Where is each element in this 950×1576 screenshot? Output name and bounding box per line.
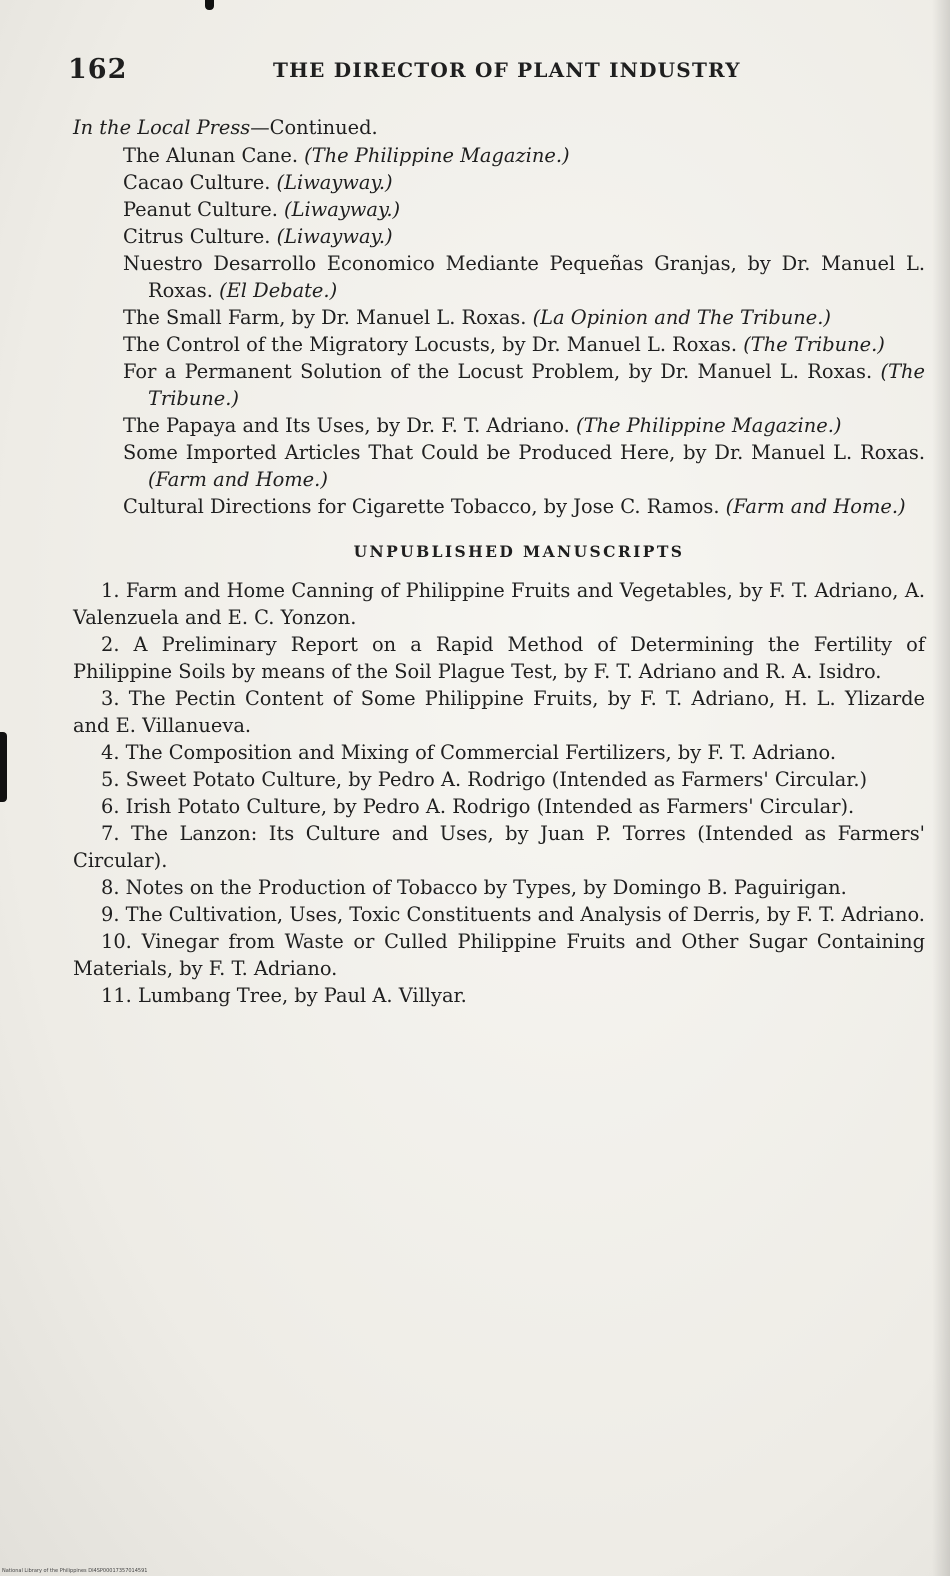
press-item [73, 493, 925, 520]
press-item-title: Peanut Culture. [123, 198, 285, 221]
press-item-source: (Farm and Home.) [148, 468, 328, 491]
press-item-source: (La Opinion and The Tribune.) [532, 306, 831, 329]
press-item-source: (The Tribune.) [148, 360, 925, 410]
press-item-title: The Papaya and Its Uses, by Dr. F. T. Adriano. [123, 414, 576, 437]
unpublished-manuscripts-list [73, 577, 925, 1009]
press-item [73, 250, 925, 304]
press-item-source: (Liwayway.) [276, 225, 393, 248]
press-item-source: (The Philippine Magazine.) [304, 144, 570, 167]
manuscript-item: 9. The Cultivation, Uses, Toxic Constituents and Analysis of Derris, by F. T. Adriano. [101, 903, 925, 926]
press-item-source: (Liwayway.) [276, 171, 393, 194]
press-item-source: (Liwayway.) [284, 198, 401, 221]
manuscript-item: 6. Irish Potato Culture, by Pedro A. Rodrigo (Intended as Farmers' Circular). [101, 795, 855, 818]
press-item [73, 412, 925, 439]
press-item-title: Citrus Culture. [123, 225, 277, 248]
press-item [73, 169, 925, 196]
manuscript-item: 10. Vinegar from Waste or Culled Philippine Fruits and Other Sugar Containing Materials, by F. T. Adriano. [73, 930, 925, 980]
manuscript-item: 7. The Lanzon: Its Culture and Uses, by Juan P. Torres (Intended as Farmers' Circular). [73, 822, 925, 872]
press-item-title: The Control of the Migratory Locusts, by Dr. Manuel L. Roxas. [123, 333, 744, 356]
press-item-title: For a Permanent Solution of the Locust Problem, by Dr. Manuel L. Roxas. [123, 360, 881, 383]
press-item-source: (El Debate.) [219, 279, 338, 302]
local-press-list [73, 142, 925, 520]
manuscript-item: 8. Notes on the Production of Tobacco by Types, by Domingo B. Paguirigan. [101, 876, 847, 899]
press-item [73, 196, 925, 223]
press-item-title: Nuestro Desarrollo Economico Mediante Pequeñas Granjas, by Dr. Manuel L. Roxas. [123, 252, 925, 302]
manuscript-item: 5. Sweet Potato Culture, by Pedro A. Rodrigo (Intended as Farmers' Circular.) [101, 768, 868, 791]
press-item-title: Cacao Culture. [123, 171, 277, 194]
press-item-title: The Alunan Cane. [123, 144, 305, 167]
press-item-source: (The Philippine Magazine.) [576, 414, 842, 437]
page-number: 162 [68, 54, 128, 85]
press-item-title: Cultural Directions for Cigarette Tobacco, by Jose C. Ramos. [123, 495, 726, 518]
page-body [73, 114, 925, 1009]
running-head: THE DIRECTOR OF PLANT INDUSTRY [273, 58, 741, 82]
press-item [73, 223, 925, 250]
manuscript-item: 1. Farm and Home Canning of Philippine Fruits and Vegetables, by F. T. Adriano, A. Valenzuela and E. C. Yonzon. [73, 579, 925, 629]
manuscript-item: 3. The Pectin Content of Some Philippine Fruits, by F. T. Adriano, H. L. Ylizarde and E. Villanueva. [73, 687, 925, 737]
page-edge-shadow [932, 0, 950, 1576]
continued-label: —Continued. [250, 116, 378, 139]
press-item-source: (Farm and Home.) [725, 495, 906, 518]
press-item [73, 142, 925, 169]
unpublished-manuscripts-heading: UNPUBLISHED MANUSCRIPTS [353, 542, 685, 561]
press-item [73, 304, 925, 331]
press-item-title: The Small Farm, by Dr. Manuel L. Roxas. [123, 306, 533, 329]
manuscript-item: 11. Lumbang Tree, by Paul A. Villyar. [101, 984, 467, 1007]
press-item [73, 358, 925, 412]
local-press-title: In the Local Press [73, 116, 251, 139]
scan-artifact-left [0, 732, 7, 802]
press-item-source: (The Tribune.) [743, 333, 885, 356]
scan-artifact-top [205, 0, 214, 10]
scan-credit: National Library of the Philippines DI4SP00017357014591 [2, 1568, 148, 1574]
press-item [73, 331, 925, 358]
press-item-title: Some Imported Articles That Could be Produced Here, by Dr. Manuel L. Roxas. [123, 441, 925, 464]
page-header [68, 54, 928, 94]
manuscript-item: 4. The Composition and Mixing of Commercial Fertilizers, by F. T. Adriano. [101, 741, 837, 764]
local-press-heading [73, 114, 925, 141]
manuscript-item: 2. A Preliminary Report on a Rapid Method of Determining the Fertility of Philippine Soils by means of the Soil Plague Test, by F. T. Adriano and R. A. Isidro. [73, 633, 925, 683]
press-item [73, 439, 925, 493]
